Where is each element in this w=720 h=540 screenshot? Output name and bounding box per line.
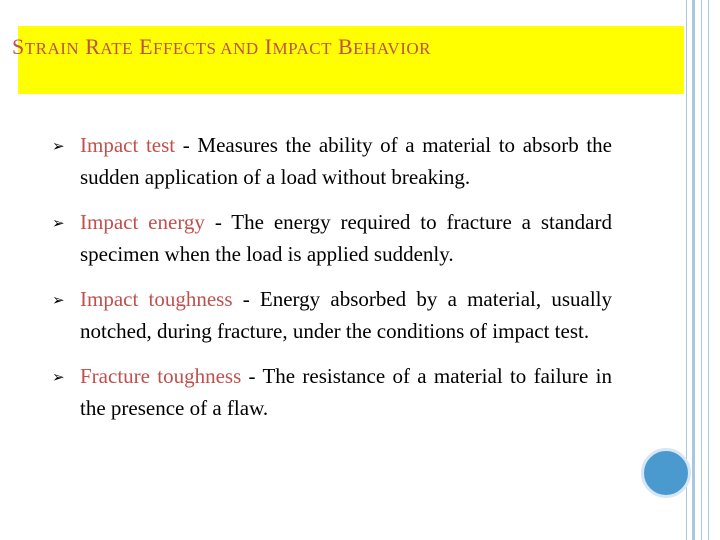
decorative-rule: [701, 0, 702, 540]
bullet-impact-test: [50, 130, 612, 193]
decorative-rule: [692, 0, 695, 540]
definition-text: - The resistance of a material to failure in the presence of a flaw.: [80, 364, 612, 420]
term-label: Impact toughness: [80, 287, 233, 311]
arrow-bullet-icon: ➢: [52, 368, 65, 386]
title-word: FFECTS AND: [153, 39, 259, 58]
arrow-bullet-icon: ➢: [52, 137, 65, 155]
bullet-impact-toughness: [50, 284, 612, 347]
term-label: Impact energy: [80, 210, 205, 234]
title-initial: R: [85, 34, 101, 59]
slide-title: [12, 34, 431, 60]
title-initial: S: [12, 34, 25, 59]
term-label: Impact test: [80, 133, 176, 157]
definition-text: - The energy required to fracture a standard specimen when the load is applied suddenly.: [80, 210, 612, 266]
term-label: Fracture toughness: [80, 364, 242, 388]
title-word: EHAVIOR: [353, 39, 431, 58]
bullet-list: [50, 130, 612, 438]
title-initial: I: [264, 34, 273, 59]
bullet-fracture-toughness: [50, 361, 612, 424]
arrow-bullet-icon: ➢: [52, 291, 65, 309]
title-initial: B: [337, 34, 354, 59]
title-initial: E: [139, 34, 154, 59]
definition-text: - Energy absorbed by a material, usually notched, during fracture, under the conditions of impact test.: [80, 287, 612, 343]
arrow-bullet-icon: ➢: [52, 214, 65, 232]
title-word: ATE: [100, 39, 134, 58]
bullet-impact-energy: [50, 207, 612, 270]
decorative-rule: [708, 0, 709, 540]
title-word: MPACT: [272, 39, 332, 58]
title-word: TRAIN: [24, 39, 80, 58]
definition-text: - Measures the ability of a material to absorb the sudden application of a load without breaking.: [80, 133, 612, 189]
decorative-circle: [641, 448, 691, 498]
